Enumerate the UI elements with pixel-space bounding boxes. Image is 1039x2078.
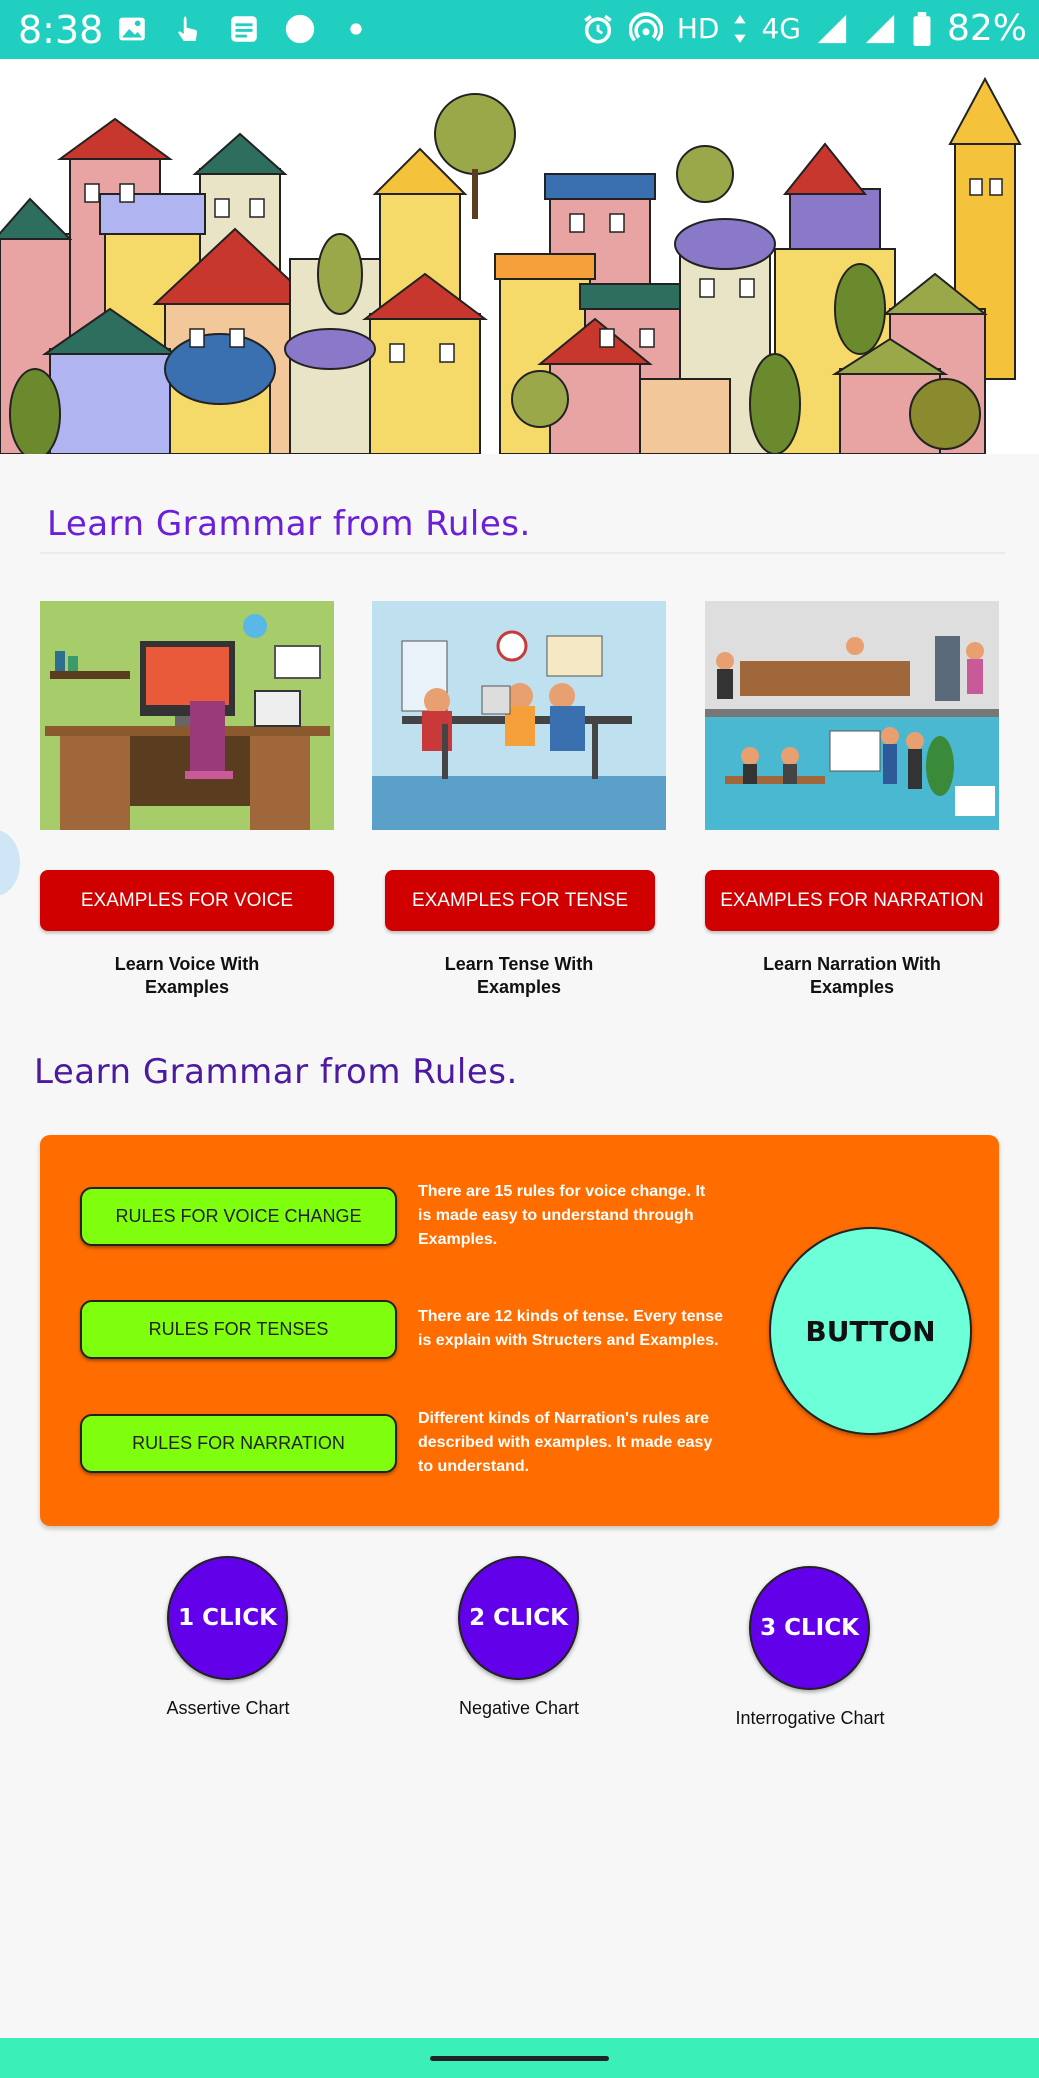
rules-narration-description: Different kinds of Narration's rules are described with examples. It made easy to understand. [418, 1410, 713, 1475]
dot-icon [339, 12, 373, 46]
tense-caption-line1: Learn Tense With [444, 954, 594, 974]
narration-caption [705, 953, 999, 999]
data-arrows-icon [733, 12, 747, 46]
examples-tense-button[interactable]: EXAMPLES FOR TENSE [385, 870, 655, 931]
rules-panel [40, 1135, 999, 1526]
hero-town-illustration [0, 59, 1039, 454]
tense-card-image [372, 601, 666, 830]
tense-caption-line2: Examples [476, 977, 562, 997]
rules-voice-change-button[interactable]: RULES FOR VOICE CHANGE [80, 1187, 397, 1246]
network-type: HD [676, 12, 720, 45]
voice-caption-line2: Examples [144, 977, 230, 997]
examples-narration-button[interactable]: EXAMPLES FOR NARRATION [705, 870, 999, 931]
heading-divider [40, 552, 1005, 554]
assertive-chart-button[interactable]: 1 CLICK [167, 1556, 288, 1680]
negative-chart-label: Negative Chart [458, 1698, 580, 1718]
status-bar [0, 0, 1039, 59]
voice-caption [40, 953, 334, 999]
signal-icon [815, 12, 849, 46]
circle-icon [283, 12, 317, 46]
interrogative-chart-button[interactable]: 3 CLICK [749, 1566, 870, 1690]
voice-caption-line1: Learn Voice With [114, 954, 260, 974]
section-heading-examples: Learn Grammar from Rules. [47, 504, 531, 544]
tense-caption [372, 953, 666, 999]
examples-voice-button[interactable]: EXAMPLES FOR VOICE [40, 870, 334, 931]
narration-card-image [705, 601, 999, 830]
alarm-icon [581, 12, 615, 46]
rules-tenses-button[interactable]: RULES FOR TENSES [80, 1300, 397, 1359]
battery-level: 82% [946, 8, 1027, 49]
home-gesture-handle[interactable] [430, 2056, 609, 2061]
rules-tenses-description: There are 12 kinds of tense. Every tense is explain with Structers and Examples. [418, 1308, 724, 1349]
section-heading-rules: Learn Grammar from Rules. [34, 1052, 518, 1092]
round-button[interactable]: BUTTON [769, 1227, 972, 1435]
navigation-bar [0, 2038, 1039, 2078]
assertive-chart-label: Assertive Chart [166, 1698, 290, 1718]
notification-icons [115, 12, 373, 46]
status-time: 8:38 [18, 8, 104, 52]
narration-caption-line1: Learn Narration With [763, 954, 941, 974]
document-icon [227, 12, 261, 46]
signal-icon [863, 12, 897, 46]
rules-narration-button[interactable]: RULES FOR NARRATION [80, 1414, 397, 1473]
floating-bubble[interactable] [0, 830, 20, 896]
network-generation: 4G [761, 12, 801, 45]
negative-chart-button[interactable]: 2 CLICK [458, 1556, 579, 1680]
system-icons [581, 8, 1027, 49]
touch-icon [171, 12, 205, 46]
hotspot-icon [629, 12, 663, 46]
narration-caption-line2: Examples [809, 977, 895, 997]
rules-voice-description: There are 15 rules for voice change. It is made easy to understand through Examples. [418, 1183, 706, 1248]
voice-card-image [40, 601, 334, 830]
interrogative-chart-label: Interrogative Chart [735, 1708, 885, 1728]
battery-icon [911, 12, 933, 46]
image-icon [115, 12, 149, 46]
